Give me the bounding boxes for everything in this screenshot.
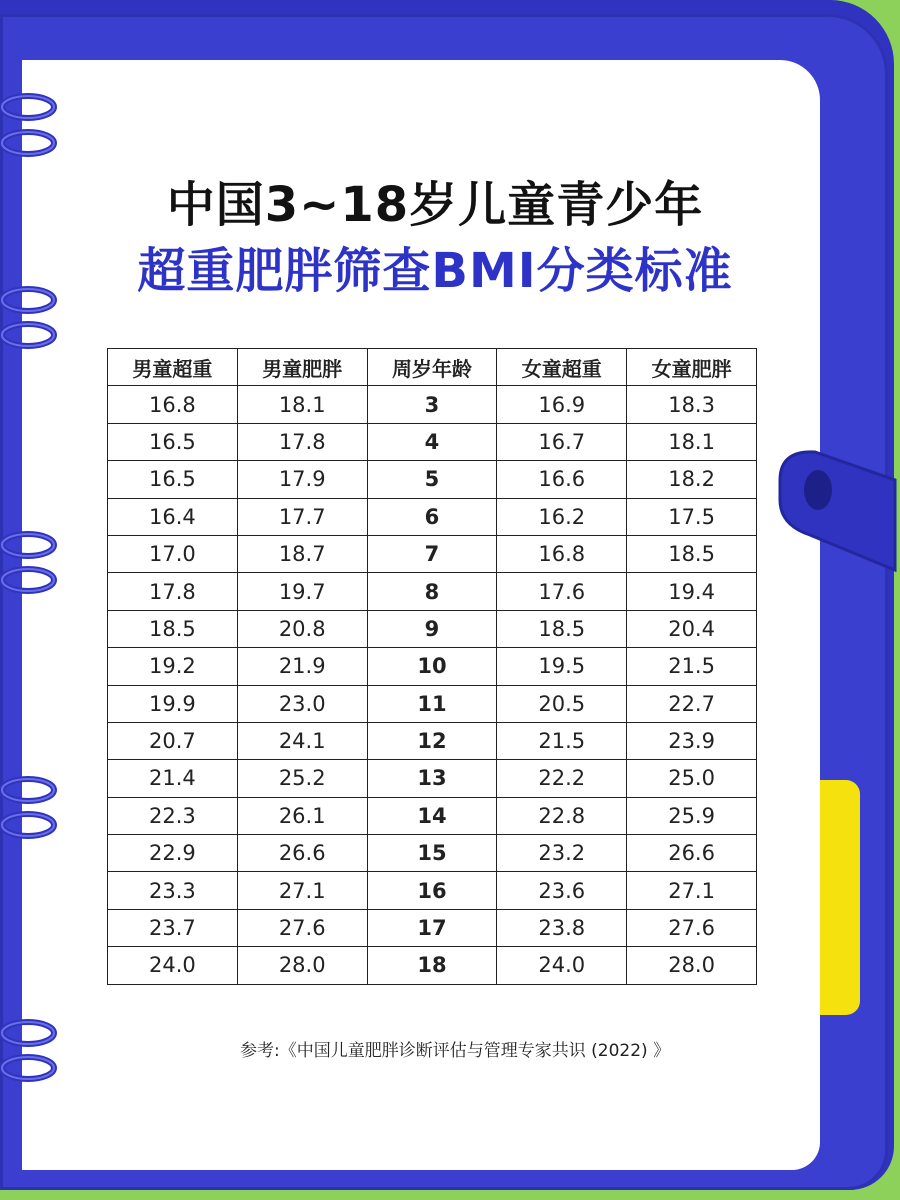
cell-girl-overweight: 22.8 xyxy=(497,797,627,834)
cell-girl-overweight: 22.2 xyxy=(497,760,627,797)
binder-ring-icon xyxy=(0,92,62,122)
cell-girl-obese: 27.1 xyxy=(627,872,757,909)
header-boy-overweight: 男童超重 xyxy=(108,349,238,386)
cell-boy-obese: 19.7 xyxy=(237,573,367,610)
cell-boy-obese: 17.7 xyxy=(237,498,367,535)
cell-girl-obese: 27.6 xyxy=(627,909,757,946)
cell-girl-overweight: 16.6 xyxy=(497,461,627,498)
cell-age: 11 xyxy=(367,685,497,722)
reference-note: 参考:《中国儿童肥胖诊断评估与管理专家共识 (2022) 》 xyxy=(240,1041,671,1061)
cell-boy-obese: 17.8 xyxy=(237,423,367,460)
cell-girl-overweight: 23.2 xyxy=(497,835,627,872)
bmi-table xyxy=(107,348,757,985)
binder-ring-icon xyxy=(0,810,62,840)
cell-girl-obese: 18.3 xyxy=(627,386,757,423)
cell-boy-obese: 21.9 xyxy=(237,648,367,685)
binder-ring-icon xyxy=(0,530,62,560)
binder-ring-icon xyxy=(0,1053,62,1083)
table-row xyxy=(108,573,757,610)
cell-age: 18 xyxy=(367,947,497,984)
table-row xyxy=(108,947,757,984)
table-row xyxy=(108,685,757,722)
cell-girl-overweight: 21.5 xyxy=(497,722,627,759)
cell-girl-obese: 18.2 xyxy=(627,461,757,498)
binder-ring-icon xyxy=(0,775,62,805)
cell-boy-overweight: 23.7 xyxy=(108,909,238,946)
cell-girl-overweight: 24.0 xyxy=(497,947,627,984)
cell-girl-overweight: 19.5 xyxy=(497,648,627,685)
header-girl-overweight: 女童超重 xyxy=(497,349,627,386)
cell-girl-obese: 21.5 xyxy=(627,648,757,685)
cell-boy-overweight: 23.3 xyxy=(108,872,238,909)
table-row xyxy=(108,760,757,797)
cell-age: 5 xyxy=(367,461,497,498)
cell-boy-overweight: 20.7 xyxy=(108,722,238,759)
header-girl-obese: 女童肥胖 xyxy=(627,349,757,386)
header-age: 周岁年龄 xyxy=(367,349,497,386)
cell-boy-obese: 26.6 xyxy=(237,835,367,872)
cell-boy-obese: 18.1 xyxy=(237,386,367,423)
cell-girl-overweight: 16.7 xyxy=(497,423,627,460)
cell-boy-obese: 28.0 xyxy=(237,947,367,984)
cell-age: 8 xyxy=(367,573,497,610)
cell-boy-overweight: 22.3 xyxy=(108,797,238,834)
cell-girl-obese: 20.4 xyxy=(627,610,757,647)
binder-ring-icon xyxy=(0,565,62,595)
cell-boy-obese: 17.9 xyxy=(237,461,367,498)
table-row xyxy=(108,797,757,834)
cell-age: 10 xyxy=(367,648,497,685)
cell-boy-overweight: 17.8 xyxy=(108,573,238,610)
cell-girl-obese: 25.9 xyxy=(627,797,757,834)
cell-boy-overweight: 19.9 xyxy=(108,685,238,722)
table-row xyxy=(108,423,757,460)
binder-ring-icon xyxy=(0,128,62,158)
cell-girl-obese: 23.9 xyxy=(627,722,757,759)
notebook-clasp-icon xyxy=(770,440,900,580)
cell-age: 16 xyxy=(367,872,497,909)
cell-boy-overweight: 22.9 xyxy=(108,835,238,872)
cell-girl-overweight: 23.8 xyxy=(497,909,627,946)
cell-girl-obese: 18.5 xyxy=(627,535,757,572)
cell-boy-overweight: 24.0 xyxy=(108,947,238,984)
table-row xyxy=(108,461,757,498)
cell-boy-obese: 20.8 xyxy=(237,610,367,647)
cell-boy-overweight: 16.4 xyxy=(108,498,238,535)
cell-boy-obese: 18.7 xyxy=(237,535,367,572)
table-row xyxy=(108,909,757,946)
cell-boy-overweight: 18.5 xyxy=(108,610,238,647)
binder-ring-icon xyxy=(0,285,62,315)
cell-girl-overweight: 16.2 xyxy=(497,498,627,535)
table-row xyxy=(108,498,757,535)
cell-age: 13 xyxy=(367,760,497,797)
cell-girl-overweight: 17.6 xyxy=(497,573,627,610)
cell-age: 12 xyxy=(367,722,497,759)
cell-age: 4 xyxy=(367,423,497,460)
cell-girl-obese: 18.1 xyxy=(627,423,757,460)
cell-girl-obese: 25.0 xyxy=(627,760,757,797)
cell-girl-overweight: 16.8 xyxy=(497,535,627,572)
table-row xyxy=(108,610,757,647)
cell-age: 15 xyxy=(367,835,497,872)
cell-boy-overweight: 16.8 xyxy=(108,386,238,423)
cell-age: 6 xyxy=(367,498,497,535)
cell-age: 9 xyxy=(367,610,497,647)
cell-boy-overweight: 21.4 xyxy=(108,760,238,797)
title-line-2: 超重肥胖筛查BMI分类标准 xyxy=(137,243,733,299)
cell-girl-overweight: 20.5 xyxy=(497,685,627,722)
cell-boy-obese: 24.1 xyxy=(237,722,367,759)
cell-girl-overweight: 23.6 xyxy=(497,872,627,909)
binder-ring-icon xyxy=(0,320,62,350)
table-row xyxy=(108,386,757,423)
cell-boy-overweight: 19.2 xyxy=(108,648,238,685)
cell-boy-obese: 23.0 xyxy=(237,685,367,722)
cell-age: 14 xyxy=(367,797,497,834)
cell-girl-obese: 19.4 xyxy=(627,573,757,610)
table-row xyxy=(108,835,757,872)
table-row xyxy=(108,535,757,572)
cell-boy-obese: 26.1 xyxy=(237,797,367,834)
cell-age: 7 xyxy=(367,535,497,572)
cell-boy-obese: 27.6 xyxy=(237,909,367,946)
cell-girl-obese: 26.6 xyxy=(627,835,757,872)
table-row xyxy=(108,722,757,759)
cell-girl-obese: 22.7 xyxy=(627,685,757,722)
cell-age: 17 xyxy=(367,909,497,946)
cell-girl-overweight: 18.5 xyxy=(497,610,627,647)
cell-girl-obese: 28.0 xyxy=(627,947,757,984)
table-row xyxy=(108,872,757,909)
cell-age: 3 xyxy=(367,386,497,423)
cell-boy-overweight: 16.5 xyxy=(108,461,238,498)
cell-boy-obese: 27.1 xyxy=(237,872,367,909)
header-boy-obese: 男童肥胖 xyxy=(237,349,367,386)
cell-boy-overweight: 17.0 xyxy=(108,535,238,572)
cell-boy-obese: 25.2 xyxy=(237,760,367,797)
cell-girl-obese: 17.5 xyxy=(627,498,757,535)
table-row xyxy=(108,648,757,685)
binder-ring-icon xyxy=(0,1018,62,1048)
table-header-row xyxy=(108,349,757,386)
cell-boy-overweight: 16.5 xyxy=(108,423,238,460)
cell-girl-overweight: 16.9 xyxy=(497,386,627,423)
title-line-1: 中国3~18岁儿童青少年 xyxy=(166,177,704,233)
table-body xyxy=(108,386,757,984)
